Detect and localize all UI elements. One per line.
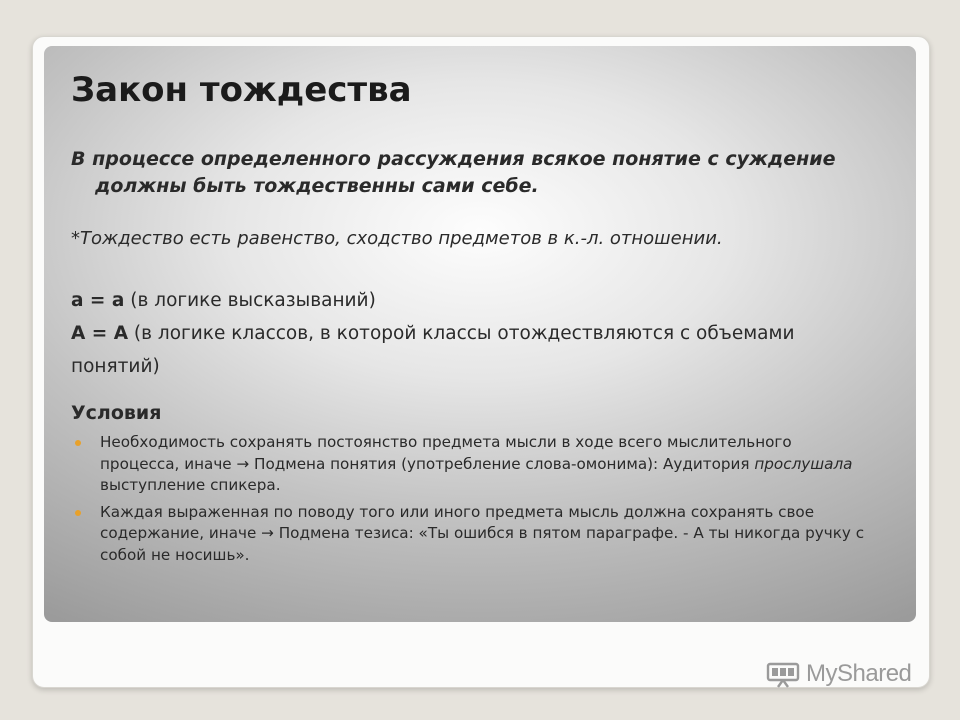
condition-1-text: Необходимость сохранять постоянство предмета мысли в ходе всего мыслительного процесса, иначе <box>100 433 792 473</box>
conditions-list <box>71 432 871 566</box>
conditions-heading: Условия <box>71 402 162 424</box>
condition-2-consequence: Подмена тезиса: «Ты ошибся в пятом параграфе. - А ты никогда ручку с собой не носишь». <box>100 524 865 564</box>
condition-1-italic-word: прослушала <box>754 454 853 473</box>
identity-note: *Тождество есть равенство, сходство предметов в к.-л. отношении. <box>71 228 723 249</box>
slide-content <box>71 146 871 571</box>
bullet-icon <box>75 510 81 516</box>
rule-classes <box>71 321 871 347</box>
formula-lowercase: а = а <box>71 290 125 311</box>
formula-uppercase: А = А <box>71 323 129 344</box>
watermark-text: MyShared <box>806 660 912 687</box>
arrow-right-icon: → <box>236 454 250 473</box>
rule-propositional-text: (в логике высказываний) <box>124 290 376 311</box>
condition-item-2 <box>71 502 871 567</box>
rule-classes-text: (в логике классов, в которой классы отождествляются с объемами <box>128 323 795 344</box>
slide-title: Закон тождества <box>71 70 412 110</box>
definition-text: В процессе определенного рассуждения всякое понятие с суждение должны быть тождественны сами себе. <box>71 148 836 197</box>
arrow-right-icon: → <box>261 524 274 542</box>
condition-1-tail: выступление спикера. <box>100 476 281 494</box>
rule-classes-continuation: понятий) <box>71 356 160 377</box>
condition-1-consequence: Подмена понятия (употребление слова-омонима): Аудитория <box>249 454 755 473</box>
bullet-icon <box>75 440 81 446</box>
myshared-logo[interactable] <box>766 660 911 688</box>
condition-item-1 <box>71 432 871 497</box>
condition-2-text: Каждая выраженная по поводу того или иного предмета мысль должна сохранять свое содержание, иначе <box>100 502 815 542</box>
presentation-board-icon <box>766 660 800 688</box>
rule-propositional <box>71 288 871 314</box>
